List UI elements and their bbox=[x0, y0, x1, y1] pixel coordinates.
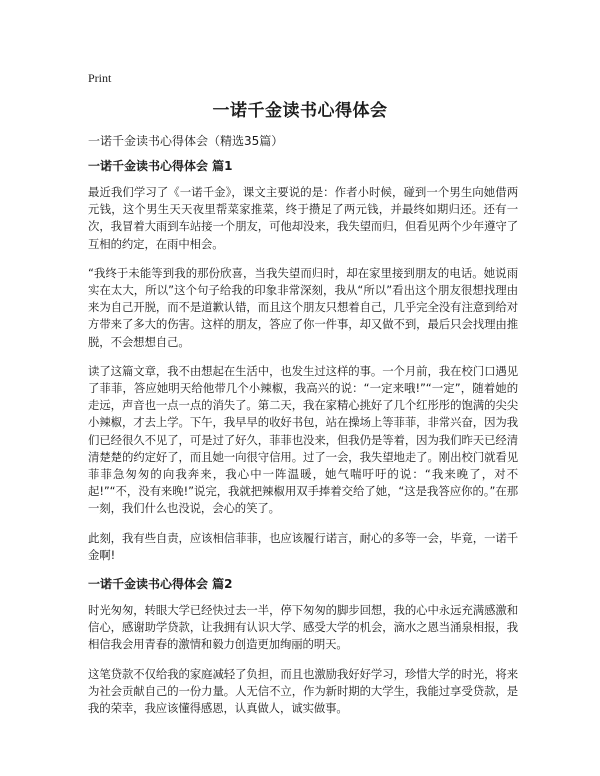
section-1 bbox=[88, 158, 518, 564]
section-2 bbox=[88, 576, 518, 717]
paragraph: “我终于未能等到我的那份欣喜，当我失望而归时，却在家里接到朋友的电话。她说雨实在太大，所以”这个句子给我的印象非常深刻，我从“所以”看出这个朋友很想找理由来为自己开脱，而不是道歉认错，而且这个朋友只想着自己，几乎完全没有注意到给对方带来了多大的伤害。这样的朋友，答应了你一件事，却又做不到，最后只会找理由推脱，不会想想自己。 bbox=[88, 265, 518, 349]
document-subtitle: 一诺千金读书心得体会（精选35篇） bbox=[88, 134, 284, 148]
page-title: 一诺千金读书心得体会 bbox=[212, 101, 388, 121]
paragraph: 读了这篇文章，我不由想起在生活中，也发生过这样的事。一个月前，我在校门口遇见了菲菲，答应她明天给他带几个小辣椒，我高兴的说：“一定来哦!”“一定”，随着她的走远，声音也一点一点的消失了。第二天，我在家精心挑好了几个红彤彤的饱满的尖尖小辣椒，才去上学。下午，我早早的收好书包，站在操场上等菲菲，非常兴奋，因为我们已经很久不见了，可是过了好久，菲菲也没来，但我仍是等着，因为我们昨天已经清清楚楚的约定好了，而且她一向很守信用。过了一会，我失望地走了。刚出校门就看见菲菲急匆匆的向我奔来，我心中一阵温暖，她气喘吁吁的说：“我来晚了，对不起!”“不，没有来晚!”说完，我就把辣椒用双手捧着交给了她，“这是我答应你的。”在那一刻，我们什么也没说，会心的笑了。 bbox=[88, 363, 518, 516]
document-body bbox=[88, 133, 518, 729]
section-heading: 一诺千金读书心得体会 篇1 bbox=[88, 159, 233, 173]
paragraph: 时光匆匆，转眼大学已经快过去一半，停下匆匆的脚步回想，我的心中永远充满感激和信心，感谢助学贷款，让我拥有认识大学、感受大学的机会，滴水之恩当涌泉相报，我相信我会用青春的激情和毅力创造更加绚丽的明天。 bbox=[88, 603, 518, 652]
paragraph: 此刻，我有些自责，应该相信菲菲，也应该履行诺言，耐心的多等一会，毕竟，一诺千金啊! bbox=[88, 530, 518, 562]
paragraph: 最近我们学习了《一诺千金》，课文主要说的是：作者小时候，碰到一个男生向她借两元钱，这个男生天天夜里帮菜家推菜，终于攒足了两元钱，并最终如期归还。还有一次，我冒着大雨到车站接一个朋友，可他却没来，我失望而归，但看见两个少年遵守了互相的约定，在雨中相会。 bbox=[88, 185, 518, 251]
print-label[interactable]: Print bbox=[88, 71, 112, 85]
section-heading: 一诺千金读书心得体会 篇2 bbox=[88, 577, 233, 592]
paragraph: 这笔贷款不仅给我的家庭减轻了负担，而且也激励我好好学习，珍惜大学的时光，将来为社会贡献自己的一份力量。人无信不立，作为新时期的大学生，我能过享受贷款，是我的荣幸，我应该懂得感恩，认真做人，诚实做事。 bbox=[88, 666, 518, 716]
